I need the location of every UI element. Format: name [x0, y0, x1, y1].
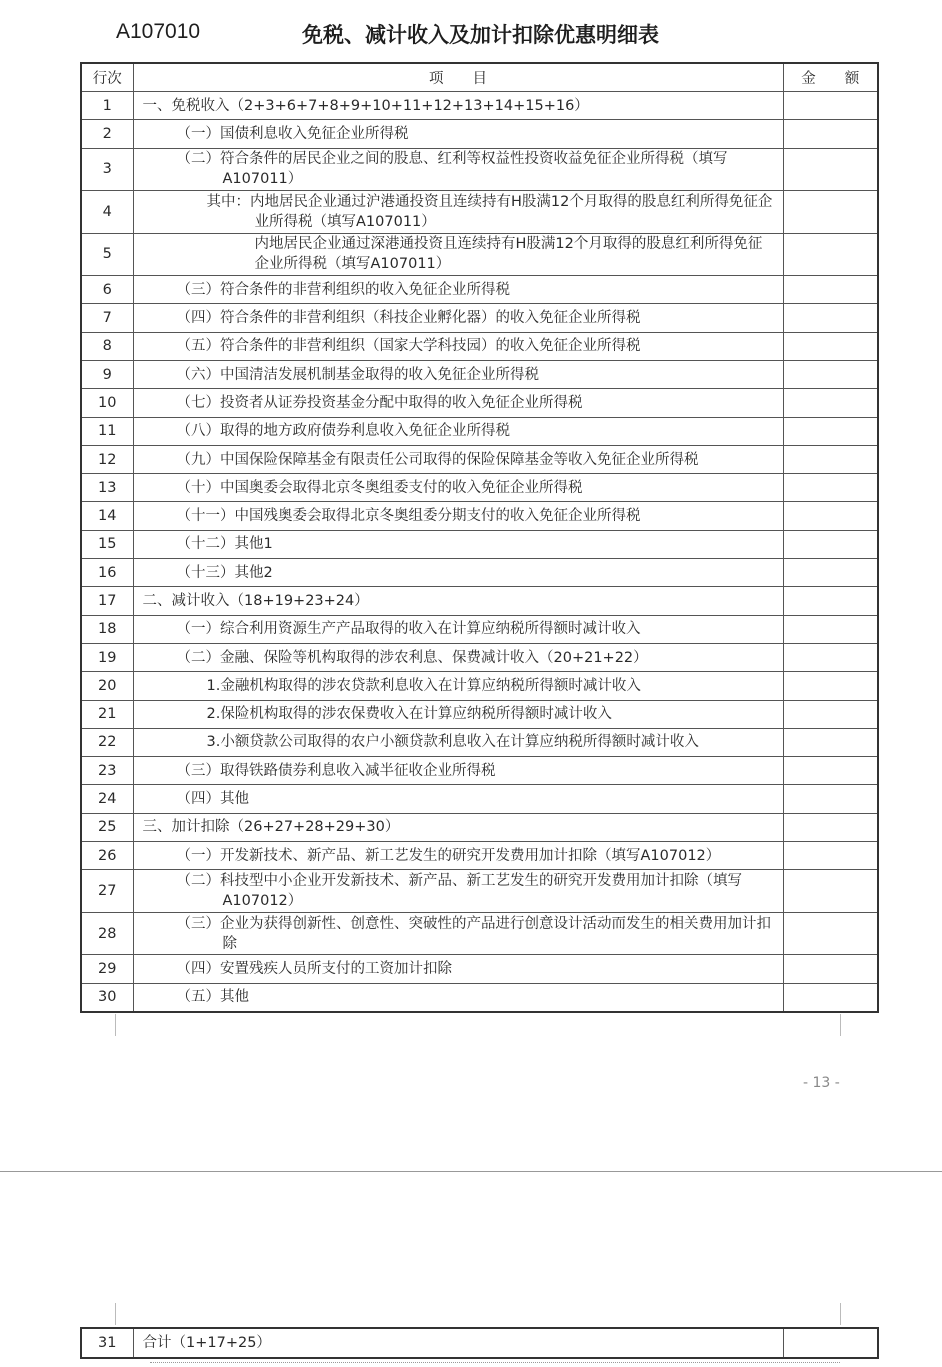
amount-cell[interactable]	[783, 912, 878, 955]
page-edge-tick	[115, 1303, 116, 1325]
amount-cell[interactable]	[783, 445, 878, 473]
amount-cell[interactable]	[783, 389, 878, 417]
row-item: 内地居民企业通过深港通投资且连续持有H股满12个月取得的股息红利所得免征企业所得税（填写A107011）	[133, 233, 783, 276]
amount-cell[interactable]	[783, 502, 878, 530]
amount-cell[interactable]	[783, 643, 878, 671]
row-number: 19	[81, 643, 133, 671]
table-row	[81, 191, 878, 234]
row-number: 9	[81, 360, 133, 388]
amount-cell[interactable]	[783, 120, 878, 148]
row-number: 22	[81, 728, 133, 756]
row-item: （二）金融、保险等机构取得的涉农利息、保费减计收入（20+21+22）	[133, 643, 783, 671]
row-item: （六）中国清洁发展机制基金取得的收入免征企业所得税	[133, 360, 783, 388]
total-table	[80, 1327, 879, 1359]
amount-cell[interactable]	[783, 559, 878, 587]
page-edge-tick	[840, 1014, 841, 1036]
row-item: （三）取得铁路债券利息收入减半征收企业所得税	[133, 757, 783, 785]
row-item: 1.金融机构取得的涉农贷款利息收入在计算应纳税所得额时减计收入	[133, 672, 783, 700]
table-row	[81, 360, 878, 388]
amount-cell[interactable]	[783, 785, 878, 813]
amount-cell[interactable]	[783, 304, 878, 332]
amount-cell[interactable]	[783, 615, 878, 643]
row-number: 30	[81, 983, 133, 1012]
row-item: （十二）其他1	[133, 530, 783, 558]
row-number: 6	[81, 276, 133, 304]
table-row	[81, 559, 878, 587]
amount-cell[interactable]	[783, 233, 878, 276]
row-number: 8	[81, 332, 133, 360]
page-number: - 13 -	[803, 1075, 840, 1091]
row-number: 27	[81, 870, 133, 913]
page-edge-tick	[115, 1014, 116, 1036]
row-number: 11	[81, 417, 133, 445]
row-number: 16	[81, 559, 133, 587]
page-edge-tick	[840, 1303, 841, 1325]
form-code: A107010	[116, 20, 201, 43]
row-item: （一）开发新技术、新产品、新工艺发生的研究开发费用加计扣除（填写A107012）	[133, 842, 783, 870]
table-row	[81, 728, 878, 756]
row-item: （十三）其他2	[133, 559, 783, 587]
amount-cell[interactable]	[783, 983, 878, 1012]
table-row	[81, 842, 878, 870]
table-row	[81, 955, 878, 983]
row-item: （一）综合利用资源生产产品取得的收入在计算应纳税所得额时减计收入	[133, 615, 783, 643]
amount-cell[interactable]	[783, 276, 878, 304]
table-row	[81, 120, 878, 148]
row-number: 31	[81, 1328, 133, 1358]
total-item: 合计（1+17+25）	[133, 1328, 783, 1358]
col-header-row-no: 行次	[81, 63, 133, 92]
amount-cell[interactable]	[783, 148, 878, 191]
row-item: 三、加计扣除（26+27+28+29+30）	[133, 813, 783, 841]
row-item: （五）其他	[133, 983, 783, 1012]
row-number: 14	[81, 502, 133, 530]
table-row	[81, 276, 878, 304]
amount-cell[interactable]	[783, 870, 878, 913]
table-row	[81, 983, 878, 1012]
amount-cell[interactable]	[783, 191, 878, 234]
amount-cell[interactable]	[783, 813, 878, 841]
total-amount-cell[interactable]	[783, 1328, 878, 1358]
row-number: 13	[81, 474, 133, 502]
table-row	[81, 615, 878, 643]
row-item: （一）国债利息收入免征企业所得税	[133, 120, 783, 148]
table-row	[81, 233, 878, 276]
table-row	[81, 672, 878, 700]
row-item: （十一）中国残奥委会取得北京冬奥组委分期支付的收入免征企业所得税	[133, 502, 783, 530]
row-item: 二、减计收入（18+19+23+24）	[133, 587, 783, 615]
table-row	[81, 870, 878, 913]
table-row	[81, 700, 878, 728]
page-divider	[0, 1171, 942, 1172]
row-number: 5	[81, 233, 133, 276]
table-row	[81, 813, 878, 841]
table-row	[81, 912, 878, 955]
total-row	[81, 1328, 878, 1358]
table-row	[81, 445, 878, 473]
row-item: （四）其他	[133, 785, 783, 813]
row-item: （七）投资者从证券投资基金分配中取得的收入免征企业所得税	[133, 389, 783, 417]
row-number: 23	[81, 757, 133, 785]
amount-cell[interactable]	[783, 842, 878, 870]
amount-cell[interactable]	[783, 474, 878, 502]
dotted-cut-line	[150, 1362, 840, 1363]
row-number: 21	[81, 700, 133, 728]
row-item: （二）科技型中小企业开发新技术、新产品、新工艺发生的研究开发费用加计扣除（填写A107012）	[133, 870, 783, 913]
amount-cell[interactable]	[783, 757, 878, 785]
amount-cell[interactable]	[783, 530, 878, 558]
amount-cell[interactable]	[783, 92, 878, 120]
row-number: 17	[81, 587, 133, 615]
table-row	[81, 304, 878, 332]
table-row	[81, 530, 878, 558]
row-item: 2.保险机构取得的涉农保费收入在计算应纳税所得额时减计收入	[133, 700, 783, 728]
row-number: 15	[81, 530, 133, 558]
row-item: （二）符合条件的居民企业之间的股息、红利等权益性投资收益免征企业所得税（填写A107011）	[133, 148, 783, 191]
row-item: （四）符合条件的非营利组织（科技企业孵化器）的收入免征企业所得税	[133, 304, 783, 332]
table-row	[81, 757, 878, 785]
row-number: 29	[81, 955, 133, 983]
amount-cell[interactable]	[783, 672, 878, 700]
row-item: （九）中国保险保障基金有限责任公司取得的保险保障基金等收入免征企业所得税	[133, 445, 783, 473]
row-item: （三）符合条件的非营利组织的收入免征企业所得税	[133, 276, 783, 304]
row-item: （三）企业为获得创新性、创意性、突破性的产品进行创意设计活动而发生的相关费用加计扣除	[133, 912, 783, 955]
row-item: 3.小额贷款公司取得的农户小额贷款利息收入在计算应纳税所得额时减计收入	[133, 728, 783, 756]
row-item: 其中：内地居民企业通过沪港通投资且连续持有H股满12个月取得的股息红利所得免征企业所得税（填写A107011）	[133, 191, 783, 234]
amount-cell[interactable]	[783, 360, 878, 388]
amount-cell[interactable]	[783, 332, 878, 360]
row-number: 26	[81, 842, 133, 870]
amount-cell[interactable]	[783, 700, 878, 728]
row-item: （五）符合条件的非营利组织（国家大学科技园）的收入免征企业所得税	[133, 332, 783, 360]
row-number: 12	[81, 445, 133, 473]
table-row	[81, 785, 878, 813]
row-item: （十）中国奥委会取得北京冬奥组委支付的收入免征企业所得税	[133, 474, 783, 502]
table-row	[81, 148, 878, 191]
row-item: （八）取得的地方政府债券利息收入免征企业所得税	[133, 417, 783, 445]
row-number: 18	[81, 615, 133, 643]
row-number: 4	[81, 191, 133, 234]
row-number: 3	[81, 148, 133, 191]
row-number: 20	[81, 672, 133, 700]
row-number: 25	[81, 813, 133, 841]
row-number: 2	[81, 120, 133, 148]
row-item: （四）安置残疾人员所支付的工资加计扣除	[133, 955, 783, 983]
form-title: 免税、减计收入及加计扣除优惠明细表	[302, 23, 659, 47]
table-row	[81, 587, 878, 615]
row-number: 24	[81, 785, 133, 813]
col-header-amount: 金 额	[783, 63, 878, 92]
row-number: 10	[81, 389, 133, 417]
table-row	[81, 474, 878, 502]
main-table	[80, 62, 879, 1013]
amount-cell[interactable]	[783, 728, 878, 756]
table-row	[81, 417, 878, 445]
amount-cell[interactable]	[783, 417, 878, 445]
amount-cell[interactable]	[783, 955, 878, 983]
table-row	[81, 92, 878, 120]
table-row	[81, 643, 878, 671]
table-row	[81, 332, 878, 360]
row-item: 一、免税收入（2+3+6+7+8+9+10+11+12+13+14+15+16）	[133, 92, 783, 120]
row-number: 7	[81, 304, 133, 332]
table-row	[81, 389, 878, 417]
row-number: 28	[81, 912, 133, 955]
col-header-item: 项 目	[133, 63, 783, 92]
row-number: 1	[81, 92, 133, 120]
amount-cell[interactable]	[783, 587, 878, 615]
table-row	[81, 502, 878, 530]
